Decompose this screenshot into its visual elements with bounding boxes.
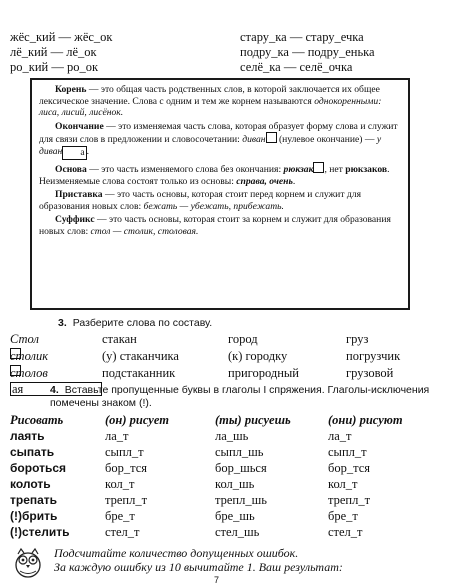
table-row — [10, 428, 440, 444]
table-row — [10, 508, 440, 524]
term-suffix: Суффикс — [55, 214, 95, 226]
verb-cell: (!)брить — [10, 509, 58, 523]
zero-ending-box — [266, 132, 277, 143]
pair-row — [10, 45, 440, 60]
word-cell: подстаканник — [102, 366, 176, 380]
footer-note — [54, 546, 444, 574]
word: столов — [10, 366, 48, 380]
exercise-number: 3. — [58, 317, 67, 329]
pair-left: ро_кий — ро_ок — [10, 60, 99, 74]
pair-right: подру_ка — подру_енька — [240, 45, 375, 59]
verb-cell: лаять — [10, 429, 45, 443]
exercise-4-title — [50, 384, 435, 409]
header-cell: (ты) рисуешь — [215, 413, 291, 427]
rule-example: диван — [242, 134, 266, 146]
rule-examples: : лиса, лисий, лисёнок. — [39, 95, 382, 119]
form-cell: бре_шь — [215, 509, 255, 523]
exercise-number: 4. — [50, 384, 59, 396]
word-pairs — [10, 30, 440, 75]
verb-cell: сыпать — [10, 445, 55, 459]
rule-ending — [39, 121, 401, 160]
page-number: 7 — [214, 575, 220, 585]
exercise-4-table — [10, 412, 440, 540]
table-row — [10, 348, 440, 365]
form-cell: бре_т — [105, 509, 135, 523]
header-cell: (он) рисует — [105, 413, 169, 427]
pair-right: стару_ка — стару_ечка — [240, 30, 364, 44]
word-cell: погрузчик — [346, 349, 401, 363]
word-cell: стакан — [102, 332, 137, 346]
form-cell: бор_шься — [215, 461, 267, 475]
ending-box: ая — [10, 382, 102, 396]
zero-ending-box — [313, 162, 324, 173]
rule-text: — это часть основы, которая стоит за корнем и служит для образования новых слов: — [39, 214, 391, 237]
verb-cell: бороться — [10, 461, 67, 475]
rule-stem — [39, 162, 401, 187]
footer-line: За каждую ошибку из 10 вычитайте 1. Ваш результат: — [54, 560, 343, 574]
form-cell: ла_шь — [215, 429, 249, 443]
table-row — [10, 444, 440, 460]
word-cell: город — [228, 332, 258, 346]
table-row — [10, 331, 440, 348]
word-cell — [10, 365, 102, 396]
term-prefix: Приставка — [55, 189, 103, 201]
table-row — [10, 492, 440, 508]
form-cell: бор_тся — [328, 461, 371, 475]
form-cell: кол_т — [105, 477, 135, 491]
exercise-instruction: Вставьте пропущенные буквы в глаголы I спряжения. Глаголы-исключения помечены знаком (!). — [50, 384, 430, 409]
word-cell — [10, 348, 102, 365]
pair-row — [10, 60, 440, 75]
pair-right: селё_ка — селё_очка — [240, 60, 353, 74]
term-stem: Основа — [55, 163, 87, 175]
form-cell: стел_т — [328, 525, 363, 539]
verb-cell: колоть — [10, 477, 51, 491]
form-cell: бор_тся — [105, 461, 148, 475]
word-cell: груз — [346, 332, 369, 346]
rule-text: — это часть изменяемого слова без окончания: — [86, 163, 284, 175]
form-cell: трепл_т — [105, 493, 148, 507]
verb-cell: (!)стелить — [10, 525, 70, 539]
table-row — [10, 365, 440, 396]
form-cell: сыпл_шь — [215, 445, 264, 459]
exercise-instruction: Разберите слова по составу. — [72, 317, 213, 329]
word-cell: (к) городку — [228, 349, 288, 363]
rule-box — [30, 78, 410, 310]
rule-example: у диван — [39, 134, 382, 157]
table-header-row — [10, 412, 440, 428]
exercise-3-grid — [10, 331, 440, 396]
rule-text: — это часть основы, которая стоит перед корнем и служит для образования новых слов: — [39, 189, 361, 212]
pair-left: жёс_кий — жёс_ок — [10, 30, 113, 44]
form-cell: кол_шь — [215, 477, 255, 491]
exercise-3-title — [58, 316, 212, 330]
rule-text: (нулевое окончание) — — [276, 134, 377, 146]
term-ending: Окончание — [55, 120, 104, 132]
rule-suffix — [39, 214, 401, 237]
form-cell: кол_т — [328, 477, 358, 491]
rule-example: бежать — убежать, прибежать. — [143, 200, 284, 212]
word: Стол — [10, 332, 39, 346]
word-cell: пригородный — [228, 366, 299, 380]
form-cell: ла_т — [105, 429, 129, 443]
rule-text: — это общая часть родственных слов, в которой заключается их общее лексическое значение. Слова с одним и тем же корнем называются — [39, 84, 380, 107]
header-cell: (они) рисуют — [328, 413, 403, 427]
rule-prefix — [39, 189, 401, 212]
rule-example: рюкзак — [283, 163, 314, 175]
form-cell: стел_шь — [215, 525, 260, 539]
ending-box: а — [62, 146, 86, 160]
term-root: Корень — [55, 84, 87, 95]
table-row — [10, 460, 440, 476]
form-cell: трепл_шь — [215, 493, 267, 507]
form-cell: стел_т — [105, 525, 140, 539]
form-cell: ла_т — [328, 429, 352, 443]
rule-root — [39, 84, 401, 119]
form-cell: бре_т — [328, 509, 358, 523]
rule-text: . Неизменяемые слова состоят только из основы: — [39, 163, 390, 187]
table-row — [10, 476, 440, 492]
owl-icon — [10, 545, 46, 579]
form-cell: трепл_т — [328, 493, 371, 507]
rule-example: рюкзаков — [345, 163, 388, 175]
rule-example: справа, очень — [236, 175, 293, 187]
pair-left: лё_кий — лё_ок — [10, 45, 97, 59]
form-cell: сыпл_т — [105, 445, 144, 459]
header-cell: Рисовать — [10, 413, 64, 427]
rule-text: — это изменяемая часть слова, которая образует форму слова и служит для связи слов в предложении и словосочетании: — [39, 120, 398, 146]
rule-text: , нет — [324, 163, 346, 175]
table-row — [10, 524, 440, 540]
word-cell: (у) стаканчика — [102, 349, 179, 363]
rule-example: стол — столик, столовая. — [90, 225, 199, 237]
form-cell: сыпл_т — [328, 445, 367, 459]
term-cognates: однокоренными — [314, 95, 379, 107]
word: столик — [10, 349, 49, 363]
pair-row — [10, 30, 440, 45]
footer-line: Подсчитайте количество допущенных ошибок. — [54, 546, 299, 560]
word-cell: грузовой — [346, 366, 394, 380]
verb-cell: трепать — [10, 493, 58, 507]
word-cell — [10, 331, 102, 348]
rule-text: . — [86, 145, 89, 157]
rule-text: . — [292, 175, 296, 187]
